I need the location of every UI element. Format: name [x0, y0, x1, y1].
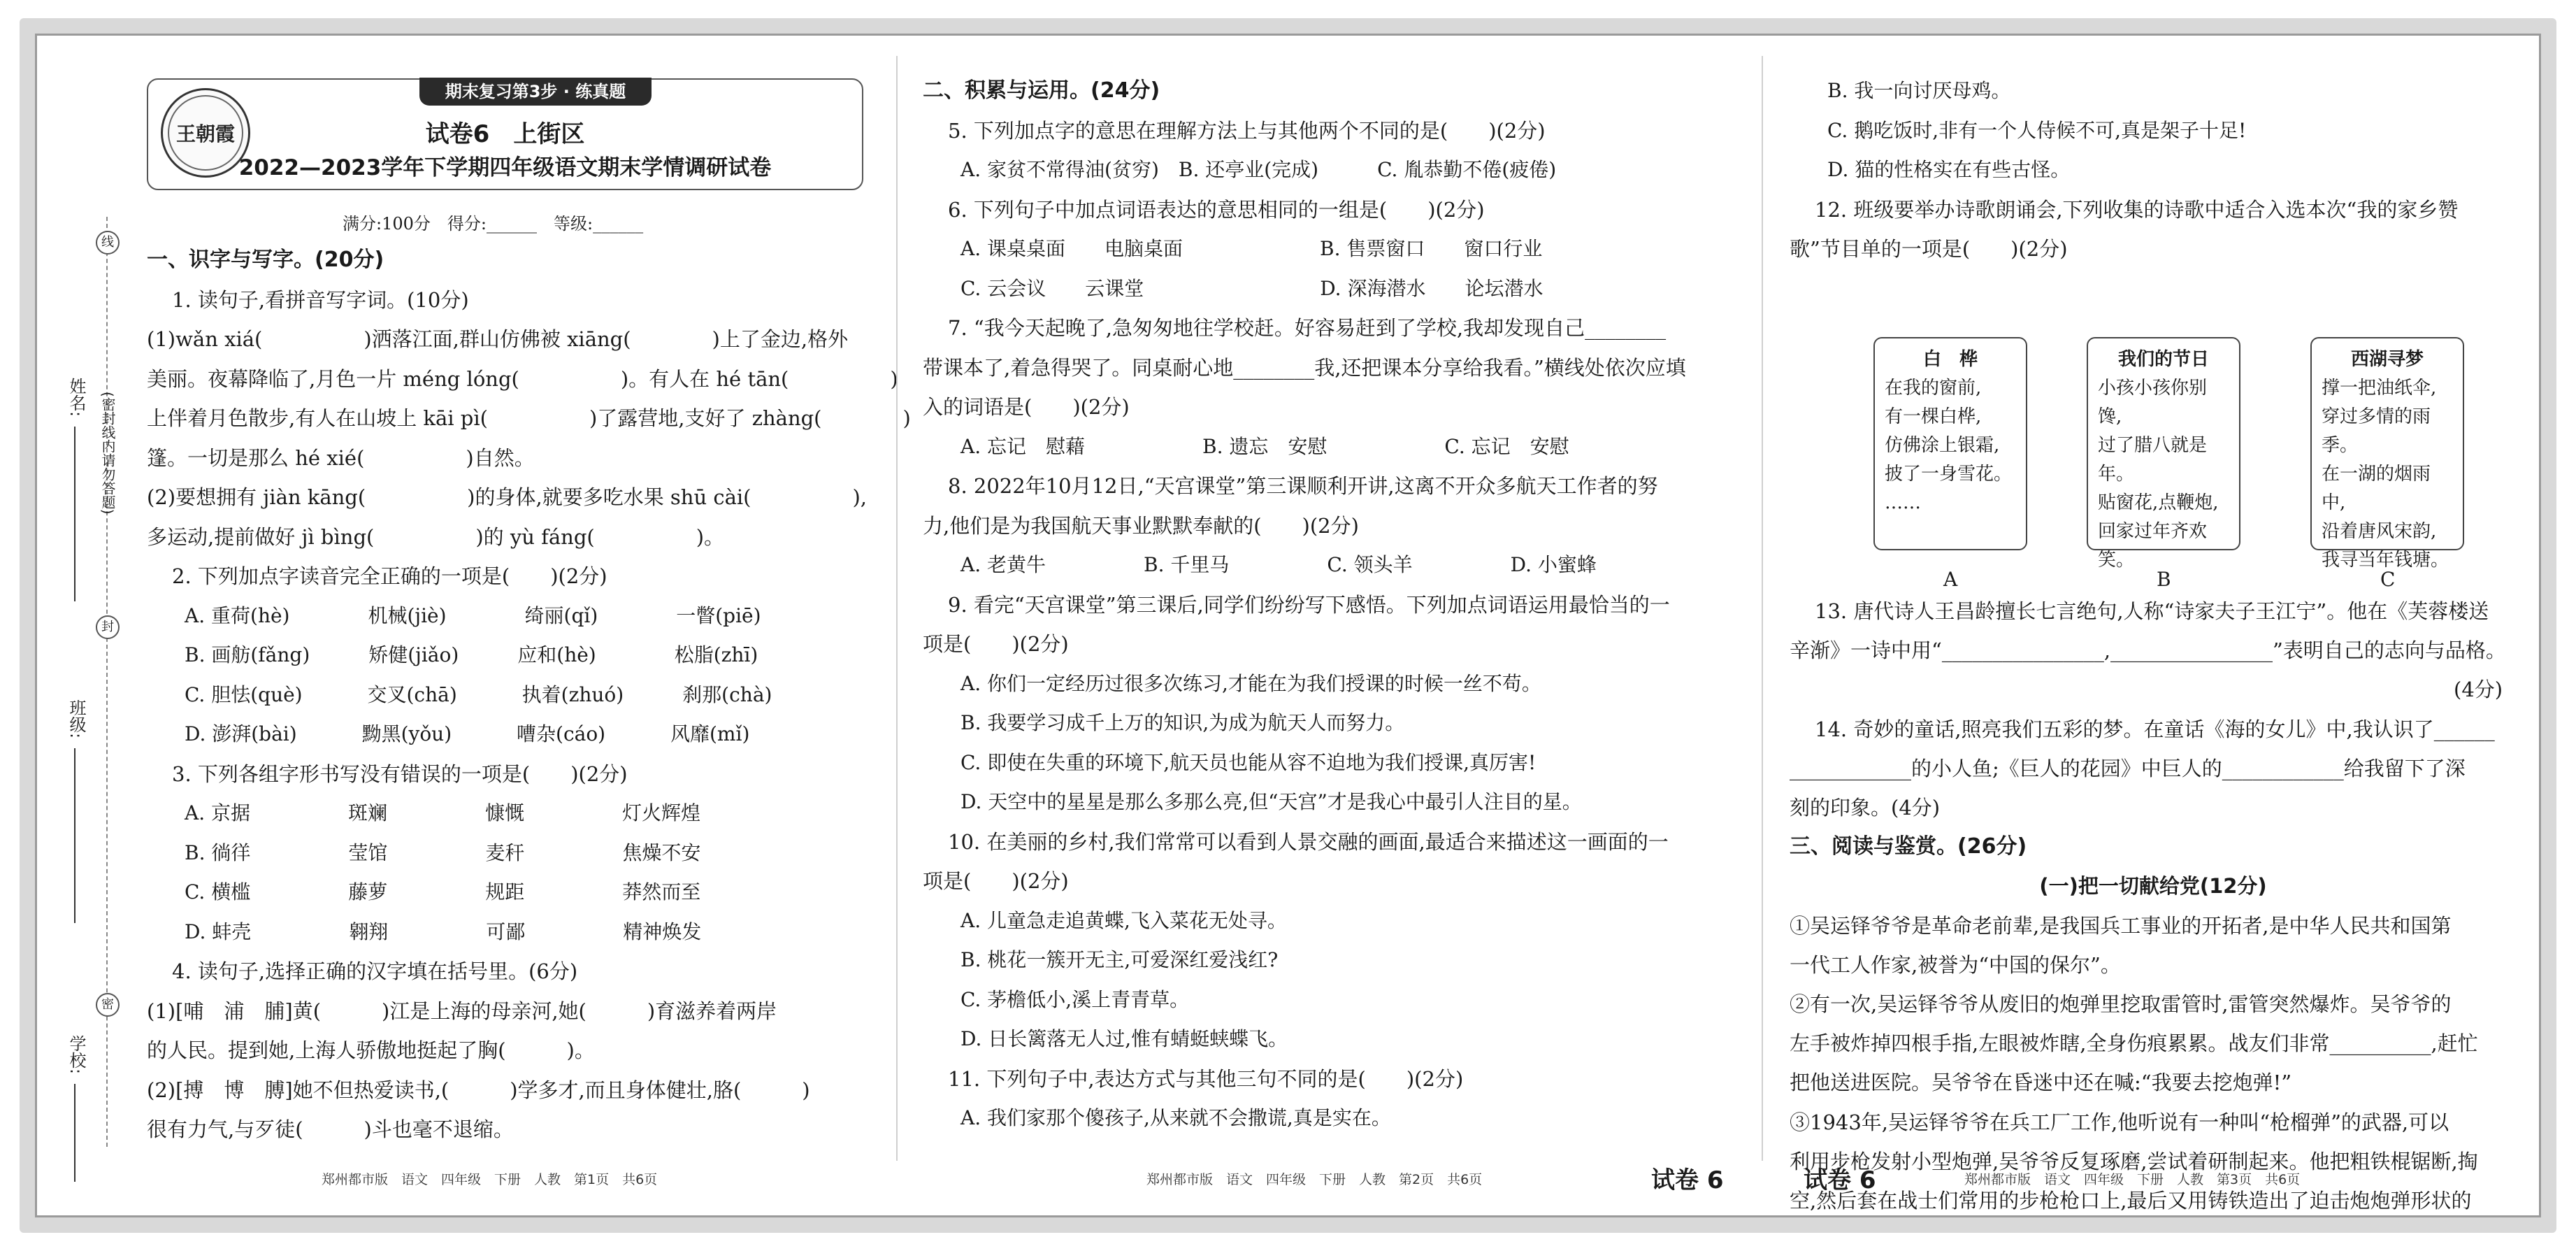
poem-line: 过了腊八就是年。	[2098, 435, 2208, 485]
col1-line-16: C. 横槛 藤萝 规距 莽然而至	[185, 880, 701, 903]
poem-option-label[interactable]: C	[2380, 568, 2396, 591]
col3b-question-3: 14. 奇妙的童话,照亮我们五彩的梦。在童话《海的女儿》中,我认识了______	[1815, 717, 2495, 741]
poem-line: 在一湖的烟雨中,	[2322, 464, 2431, 513]
col2-line-24: D. 日长篱落无人过,惟有蜻蜓蛱蝶飞。	[960, 1027, 1288, 1050]
poem-option-label[interactable]: A	[1943, 568, 1958, 591]
col3b-line-9: 一代工人作家,被誉为“中国的保尔”。	[1790, 952, 2121, 977]
exam-header	[147, 78, 863, 190]
name-label: 姓名:	[66, 378, 86, 417]
exam-title: 试卷6 上街区	[425, 120, 585, 148]
col2-line-14: 项是( )(2分)	[923, 632, 1069, 656]
poem-title: 西湖寻梦	[2350, 349, 2424, 370]
col2-line-4: A. 课桌桌面 电脑桌面 B. 售票窗口 窗口行业	[960, 237, 1543, 260]
col3b-line-6: 三、阅读与鉴赏。(26分)	[1790, 834, 2027, 859]
footer-page-2: 郑州都市版 语文 四年级 下册 人教 第2页 共6页	[1146, 1172, 1483, 1187]
col2-line-7: 带课本了,着急得哭了。同桌耐心地________我,还把课本分享给我看。”横线处依次应填	[923, 355, 1686, 380]
col1-line-14: A. 京据 斑斓 慷慨 灯火辉煌	[185, 801, 701, 824]
col2-line-18: D. 天空中的星星是那么多那么亮,但“天宫”才是我心中最引人注目的星。	[960, 790, 1582, 813]
poem-card-c	[2310, 337, 2464, 571]
col1-line-22: 很有力气,与歹徒( )斗也毫不退缩。	[147, 1117, 514, 1141]
exam-tag-left: 试卷 6	[1804, 1166, 1876, 1194]
col3-question-3: 12. 班级要举办诗歌朗诵会,下列收集的诗歌中适合入选本次“我的家乡赞	[1815, 197, 2459, 222]
col1-line-17: D. 蚌壳 翱翔 可鄙 精神焕发	[185, 920, 702, 943]
seal-mark-3: 密	[96, 993, 120, 1017]
class-label: 班级:	[66, 699, 86, 739]
col2-line-22: B. 桃花一簇开无主,可爱深红爱浅红?	[960, 948, 1279, 971]
col2-line-0: 二、积累与运用。(24分)	[923, 78, 1160, 103]
col2-question-10: 8. 2022年10月12日,“天宫课堂”第三课顺利开讲,这离不开众多航天工作者的努	[948, 474, 1658, 498]
col1-line-19: (1)[哺 浦 脯]黄( )江是上海的母亲河,她( )育滋养着两岸	[147, 999, 777, 1023]
col1-line-20: 的人民。提到她,上海人骄傲地挺起了胸( )。	[147, 1038, 595, 1062]
col1-line-6: (2)要想拥有 jiàn kāng( )的身体,就要多吃水果 shū cài( ),	[147, 485, 868, 509]
col3-line-4: 歌”节目单的一项是( )(2分)	[1790, 237, 2068, 261]
page-2	[923, 64, 1737, 1197]
page-1	[147, 64, 911, 1197]
col1-line-11: C. 胆怯(què) 交叉(chā) 执着(zhuó) 刹那(chà)	[185, 682, 772, 706]
col3b-line-8: ①吴运铎爷爷是革命老前辈,是我国兵工事业的开拓者,是中华人民共和国第	[1790, 913, 2452, 938]
col1-line-21: (2)[搏 博 膊]她不但热爱读书,( )学多才,而且身体健壮,胳( )	[147, 1078, 810, 1102]
col2-line-9: A. 忘记 慰藉 B. 遗忘 安慰 C. 忘记 安慰	[960, 434, 1569, 458]
col3b-line-1: 辛渐》一诗中用“________________,________________”表明自己的志向与品格。	[1790, 638, 2506, 663]
poem-line: 有一棵白桦,	[1885, 406, 1982, 427]
col3-line-1: C. 鹅吃饭时,非有一个人侍候不可,真是架子十足!	[1827, 118, 2247, 142]
col1-line-3: 美丽。夜幕降临了,月色一片 méng lóng( )。有人在 hé tān( )	[147, 366, 898, 391]
poem-line: 小孩小孩你别馋,	[2098, 378, 2208, 427]
col2-question-25: 11. 下列句子中,表达方式与其他三句不同的是( )(2分)	[948, 1066, 1464, 1091]
col2-line-17: C. 即使在失重的环境下,航天员也能从容不迫地为我们授课,真厉害!	[960, 750, 1537, 774]
col2-question-6: 7. “我今天起晚了,急匆匆地往学校赶。好容易赶到了学校,我却发现自己________	[948, 316, 1667, 340]
poem-card-b	[2087, 337, 2240, 571]
exam-tag-right: 试卷 6	[1651, 1166, 1724, 1194]
column-divider-1	[896, 56, 898, 1161]
poem-line: 贴窗花,点鞭炮,	[2098, 492, 2219, 513]
col3-line-2: D. 猫的性格实在有些古怪。	[1827, 158, 2071, 181]
seal-mark-2: 封	[96, 615, 120, 639]
col2-line-16: B. 我要学习成千上万的知识,为成为航天人而努力。	[960, 711, 1405, 734]
column-divider-2	[1762, 56, 1763, 1161]
col1-question-8: 2. 下列加点字读音完全正确的一项是( )(2分)	[172, 564, 607, 588]
col2-question-3: 6. 下列句子中加点词语表达的意思相同的一组是( )(2分)	[948, 197, 1485, 222]
exam-subtitle: 2022—2023学年下学期四年级语文期末学情调研试卷	[238, 155, 772, 180]
col2-line-8: 入的词语是( )(2分)	[923, 395, 1130, 419]
col1-question-18: 4. 读句子,选择正确的汉字填在括号里。(6分)	[172, 959, 578, 983]
col2-question-19: 10. 在美丽的乡村,我们常常可以看到人景交融的画面,最适合来描述这一画面的一	[948, 829, 1669, 854]
col2-question-1: 5. 下列加点字的意思在理解方法上与其他两个不同的是( )(2分)	[948, 118, 1546, 143]
score-line: 满分:100分 得分:______ 等级:______	[343, 214, 644, 234]
col1-line-2: (1)wǎn xiá( )洒落江面,群山仿佛被 xiāng( )上了金边,格外	[147, 327, 849, 351]
footer-page-1: 郑州都市版 语文 四年级 下册 人教 第1页 共6页	[322, 1172, 658, 1187]
col2-line-2: A. 家贫不常得油(贫穷) B. 还亭业(完成) C. 胤恭勤不倦(疲倦)	[960, 158, 1557, 181]
col2-line-26: A. 我们家那个傻孩子,从来就不会撒谎,真是实在。	[960, 1106, 1391, 1129]
poem-line: 我寻当年钱塘。	[2322, 550, 2449, 571]
col3b-line-11: 左手被炸掉四根手指,左眼被炸瞎,全身伤痕累累。战友们非常__________,赶忙	[1790, 1031, 2478, 1056]
col3-line-0: B. 我一向讨厌母鸡。	[1827, 79, 2011, 102]
col3b-question-0: 13. 唐代诗人王昌龄擅长七言绝句,人称“诗家夫子王江宁”。他在《芙蓉楼送	[1815, 599, 2489, 623]
col2-line-5: C. 云会议 云课堂 D. 深海潜水 论坛潜水	[960, 276, 1544, 300]
poem-line: 沿着唐风宋韵,	[2322, 521, 2437, 542]
school-label: 学校:	[66, 1035, 86, 1075]
poem-line: 披了一身雪花。	[1885, 464, 2013, 485]
col3b-line-12: 把他送进医院。吴爷爷在昏迷中还在喊:“我要去挖炮弹!”	[1790, 1071, 2292, 1095]
col1-line-12: D. 澎湃(bài) 黝黑(yǒu) 嘈杂(cáo) 风靡(mǐ)	[185, 722, 750, 745]
col1-line-0: 一、识字与写字。(20分)	[147, 248, 384, 272]
poem-title: 白 桦	[1922, 349, 1978, 370]
poem-line: 撑一把油纸伞,	[2322, 378, 2437, 399]
poem-line: ……	[1885, 492, 1921, 513]
col3b-line-10: ②有一次,吴运铎爷爷从废旧的炮弹里挖取雷管时,雷管突然爆炸。吴爷爷的	[1790, 992, 2452, 1016]
col2-line-11: 力,他们是为我国航天事业默默奉献的( )(2分)	[923, 513, 1359, 538]
col1-question-13: 3. 下列各组字形书写没有错误的一项是( )(2分)	[172, 762, 628, 786]
seal-note: (密封线内请勿答题)	[99, 392, 116, 515]
logo-text: 王朝霞	[168, 95, 243, 171]
col2-line-21: A. 儿童急走追黄蝶,飞入菜花无处寻。	[960, 908, 1287, 932]
col2-line-23: C. 茅檐低小,溪上青青草。	[960, 987, 1190, 1011]
poem-line: 在我的窗前,	[1885, 378, 1982, 399]
col2-question-13: 9. 看完“天宫课堂”第三课后,同学们纷纷写下感悟。下列加点词语运用最恰当的一	[948, 592, 1670, 617]
col2-line-12: A. 老黄牛 B. 千里马 C. 领头羊 D. 小蜜蜂	[960, 553, 1597, 576]
col1-line-7: 多运动,提前做好 jì bìng( )的 yù fáng( )。	[147, 524, 725, 549]
col1-line-5: 篷。一切是那么 hé xié( )自然。	[147, 445, 535, 470]
col3b-line-5: 刻的印象。(4分)	[1790, 796, 1941, 820]
seal-mark-1: 线	[96, 231, 120, 255]
col3b-line-4: ____________的小人鱼;《巨人的花园》中巨人的____________给我留下了深	[1790, 756, 2466, 780]
col1-line-15: B. 徜徉 莹馆 麦秆 焦燥不安	[185, 841, 701, 864]
poem-option-label[interactable]: B	[2157, 568, 2171, 591]
class-blank[interactable]	[74, 748, 75, 923]
col2-line-15: A. 你们一定经历过很多次练习,才能在为我们授课的时候一丝不苟。	[960, 671, 1541, 695]
col3b-line-2: (4分)	[2454, 678, 2503, 702]
col3b-line-13: ③1943年,吴运铎爷爷在兵工厂工作,他听说有一种叫“枪榴弹”的武器,可以	[1790, 1110, 2449, 1134]
name-blank[interactable]	[74, 427, 75, 601]
header-tab: 期末复习第3步 · 练真题	[419, 78, 652, 106]
col3b-line-7: (一)把一切献给党(12分)	[2039, 874, 2267, 899]
col1-question-1: 1. 读句子,看拼音写字词。(10分)	[172, 287, 469, 312]
poem-title: 我们的节日	[2117, 349, 2209, 370]
col3b-line-14: 利用步枪发射小型炮弹,吴爷爷反复琢磨,尝试着研制起来。他把粗铁棍锯断,掏	[1790, 1149, 2478, 1173]
col1-line-10: B. 画舫(fǎng) 矫健(jiǎo) 应和(hè) 松脂(zhī)	[185, 643, 758, 666]
poem-card-a	[1873, 337, 2027, 550]
poem-line: 仿佛涂上银霜,	[1885, 435, 2000, 456]
col1-line-9: A. 重荷(hè) 机械(jiè) 绮丽(qǐ) 一瞥(piē)	[185, 603, 761, 627]
col3b-line-15: 空,然后套在战士们常用的步枪枪口上,最后又用铸铁造出了迫击炮炮弹形状的	[1790, 1189, 2472, 1213]
col2-line-20: 项是( )(2分)	[923, 869, 1069, 893]
poem-line: 穿过多情的雨季。	[2322, 406, 2431, 456]
school-blank[interactable]	[74, 1084, 75, 1182]
col1-line-4: 上伴着月色散步,有人在山坡上 kāi pì( )了露营地,支好了 zhàng( )	[147, 406, 911, 430]
poem-line: 回家过年齐欢笑。	[2098, 521, 2208, 571]
footer-page-3: 郑州都市版 语文 四年级 下册 人教 第3页 共6页	[1964, 1172, 2301, 1187]
page-3	[1790, 64, 2517, 1213]
